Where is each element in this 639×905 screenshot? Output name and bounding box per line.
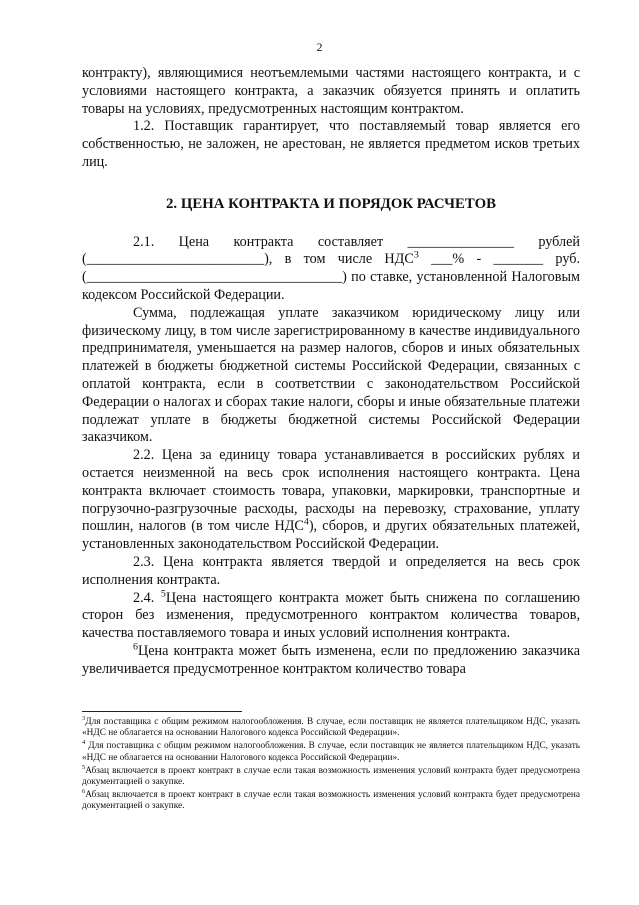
paragraph-2-1-part-b: ___% - _______ руб. (____________________________________) по ставке, установленной Налоговым кодексом Российской Федерации.: [82, 251, 580, 303]
footnote-ref-5: 5: [160, 587, 166, 599]
footnote-text: Для поставщика с общим режимом налогообложения. В случае, если поставщик не является плательщиком НДС, указать «НДС не облагается на основании Налогового кодекса Российской Федерации».: [82, 717, 580, 739]
paragraph-2-4-text: Цена настоящего контракта может быть снижена по соглашению сторон без изменения, предусмотренного контрактом количества товаров, качества поставляемого товара и иных условий исполнения контракта.: [82, 589, 581, 642]
paragraph-2-1-part-a: 2.1. Цена контракта составляет _______________ рублей (_________________________), в том числе НДС: [82, 233, 580, 268]
footnote-text: Абзац включается в проект контракт в случае если такая возможность изменения условий контракта будет предусмотрена документацией о закупке.: [82, 765, 580, 788]
footnote-5: [82, 763, 580, 788]
footnote-mark: 6: [82, 788, 86, 796]
footnote-text: Абзац включается в проект контракт в случае если такая возможность изменения условий контракта будет предусмотрена документацией о закупке.: [82, 790, 580, 812]
footnote-mark: 3: [82, 714, 86, 722]
footnote-ref-3: 3: [413, 249, 419, 261]
paragraph-2-2: [82, 447, 580, 554]
footnote-4: [82, 741, 580, 763]
paragraph-summa: Сумма, подлежащая уплате заказчиком юридическому лицу или физическому лицу, в том числе зарегистрированному в качестве индивидуального предпринимателя, уменьшается на размер налогов, сборов и иных обязательных платежей в бюджеты бюджетной системы Российской Федерации, связанных с оплатой контракта, если в соответствии с законодательством Российской Федерации о налогах и сборах такие налоги, сборы и иные обязательные платежи подлежат уплате в бюджеты бюджетной системы Российской Федерации заказчиком.: [82, 304, 580, 446]
paragraph-2-2-part-b: ), сборов, и других обязательных платежей, установленных законодательством Российской Федерации.: [82, 518, 580, 553]
section-heading: 2. ЦЕНА КОНТРАКТА И ПОРЯДОК РАСЧЕТОВ: [166, 195, 496, 212]
paragraph-1-2: 1.2. Поставщик гарантирует, что поставляемый товар является его собственностью, не заложен, не арестован, не является предметом исков третьих лиц.: [82, 118, 580, 170]
page-number: 2: [316, 40, 323, 54]
footnotes: [82, 714, 580, 815]
paragraph-2-1: [82, 234, 580, 305]
footnote-ref-4: 4: [303, 516, 309, 528]
footnote-3: [82, 714, 580, 739]
footnote-separator: [82, 711, 242, 712]
paragraph-2-2-part-a: 2.2. Цена за единицу товара устанавливается в российских рублях и остается неизменной на весь срок исполнения настоящего контракта. Цена контракта включает стоимость товара, упаковки, маркировки, транспортные и погрузочно-разгрузочные расходы, расходы на перевозку, страхование, уплату пошлин, налогов (в том числе НДС: [82, 447, 580, 535]
paragraph-price-change-text: Цена контракта может быть изменена, если по предложению заказчика увеличивается предусмотренное контрактом количество товара: [82, 642, 580, 677]
paragraph-2-3: 2.3. Цена контракта является твердой и определяется на весь срок исполнения контракта.: [82, 553, 580, 588]
paragraph-price-change: [82, 643, 580, 679]
footnote-ref-6: 6: [133, 641, 138, 653]
document-body: [82, 65, 580, 679]
paragraph-2-4-number: 2.4.: [133, 589, 161, 606]
footnote-6: [82, 790, 580, 812]
footnote-mark: 5: [82, 763, 86, 771]
footnote-mark: 4: [82, 739, 86, 747]
paragraph-continuation: контракту), являющимися неотъемлемыми частями настоящего контракта, и с условиями настоящего контракта, а заказчик обязуется принять и оплатить товары на условиях, предусмотренных настоящим контрактом.: [82, 65, 580, 117]
paragraph-2-4: [82, 587, 581, 643]
footnote-text: Для поставщика с общим режимом налогообложения. В случае, если поставщик не является плательщиком НДС, указать «НДС не облагается на основании Налогового кодекса Российской Федерации».: [82, 741, 580, 763]
